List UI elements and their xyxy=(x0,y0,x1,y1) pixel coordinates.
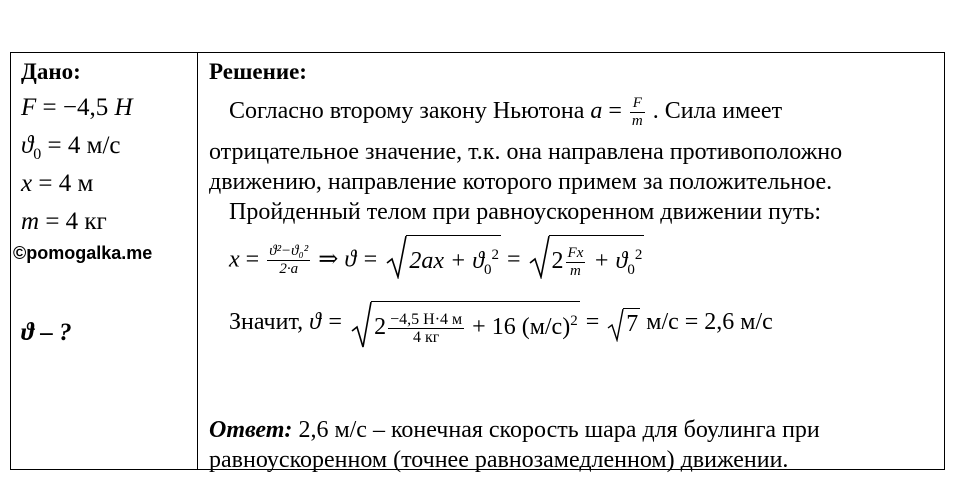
equals-sign: = xyxy=(585,309,606,336)
sub-zero: 0 xyxy=(627,261,635,278)
answer-line-1 xyxy=(209,415,820,445)
fx-over-m xyxy=(566,245,586,280)
sub-zero: 0 xyxy=(483,261,492,278)
final-result: м/с = 2,6 м/с xyxy=(640,309,773,336)
coefficient-two: 2 xyxy=(551,248,564,274)
newton-intro: Согласно второму закону Ньютона xyxy=(229,98,591,125)
given-force xyxy=(21,93,133,123)
given-initial-speed xyxy=(21,131,121,170)
solution-table xyxy=(10,52,945,473)
formula-fraction xyxy=(267,243,310,278)
formula-distance: x = $\frac{\text{ϑ²−ϑ₀²}}{2\cdot a}$ ⇒ ϑ = $2ax + ϑ_0^2$ = 2 $\frac{Fx}{m}$ + $ϑ_0^2$ xyxy=(229,235,644,287)
force-over-mass xyxy=(630,95,645,130)
frac-numerator: −4,5 Н·4 м xyxy=(390,310,463,328)
answer-text: 2,6 м/с – конечная скорость шара для боулинга при xyxy=(292,417,820,443)
frac-numerator: Fx xyxy=(567,244,584,261)
solution-paragraph-1 xyxy=(229,95,782,130)
speed-lhs: ϑ = xyxy=(309,309,350,336)
given-mass xyxy=(21,207,107,237)
formula-x: x xyxy=(229,246,240,273)
solution-column xyxy=(199,53,944,473)
sqrt-seven xyxy=(607,308,640,339)
solution-paragraph-2: отрицательное значение, т.к. она направлена противоположно xyxy=(209,139,843,165)
column-divider xyxy=(197,53,198,469)
given-distance xyxy=(21,169,93,199)
given-column xyxy=(11,53,197,469)
mass-symbol: m xyxy=(21,208,40,235)
speed-value: = 4 м/с xyxy=(41,132,121,159)
mass-value: = 4 кг xyxy=(39,208,107,235)
frac-numerator: ϑ²−ϑ₀² xyxy=(269,243,309,260)
distance-symbol: x xyxy=(21,170,33,197)
speed-symbol: ϑ xyxy=(21,132,34,159)
given-header: Дано: xyxy=(21,59,81,84)
equals-sign: = xyxy=(506,246,527,273)
force-sign-text: . Сила имеет xyxy=(646,98,783,125)
radicand-1: 2ax + ϑ xyxy=(409,248,484,274)
square: 2 xyxy=(634,247,643,263)
frac-denominator: m xyxy=(631,113,643,129)
accel-symbol: a xyxy=(590,98,603,125)
unknown-quantity: ϑ – ? xyxy=(21,319,72,346)
sqrt-expression-2 xyxy=(529,235,645,287)
equals-sign: = xyxy=(602,98,628,125)
frac-numerator: F xyxy=(630,95,645,113)
sqrt-expression-1 xyxy=(386,235,501,287)
force-unit: H xyxy=(114,94,133,121)
frac-denominator: 4 кг xyxy=(412,328,440,346)
speed-subscript: 0 xyxy=(33,146,42,163)
frac-denominator: m xyxy=(570,262,581,279)
radicand-2: + ϑ xyxy=(587,248,628,274)
square: 2 xyxy=(570,313,578,329)
speed-squared-term: + 16 (м/с) xyxy=(466,314,571,340)
seven: 7 xyxy=(623,308,640,337)
force-symbol: F xyxy=(21,94,37,121)
implies-expression: ⇒ ϑ = xyxy=(318,246,385,273)
answer-label: Ответ: xyxy=(209,417,293,443)
solution-header: Решение: xyxy=(209,59,307,84)
watermark: ©pomogalka.me xyxy=(13,243,153,263)
formula-result xyxy=(229,301,773,346)
solution-paragraph-3: движению, направление которого примем за положительное. xyxy=(209,169,833,195)
therefore-label: Значит, xyxy=(229,309,310,336)
numeric-fraction xyxy=(388,311,464,346)
frac-denominator: 2·a xyxy=(279,261,299,278)
sqrt-expression-3 xyxy=(351,301,580,346)
force-value: = −4,5 xyxy=(36,94,115,121)
square: 2 xyxy=(491,247,499,263)
solution-paragraph-4: Пройденный телом при равноускоренном движении путь: xyxy=(229,199,822,225)
answer-line-2: равноускоренном (точнее равнозамедленном) движении. xyxy=(209,447,789,473)
coefficient-two: 2 xyxy=(374,314,387,340)
distance-value: = 4 м xyxy=(32,170,94,197)
